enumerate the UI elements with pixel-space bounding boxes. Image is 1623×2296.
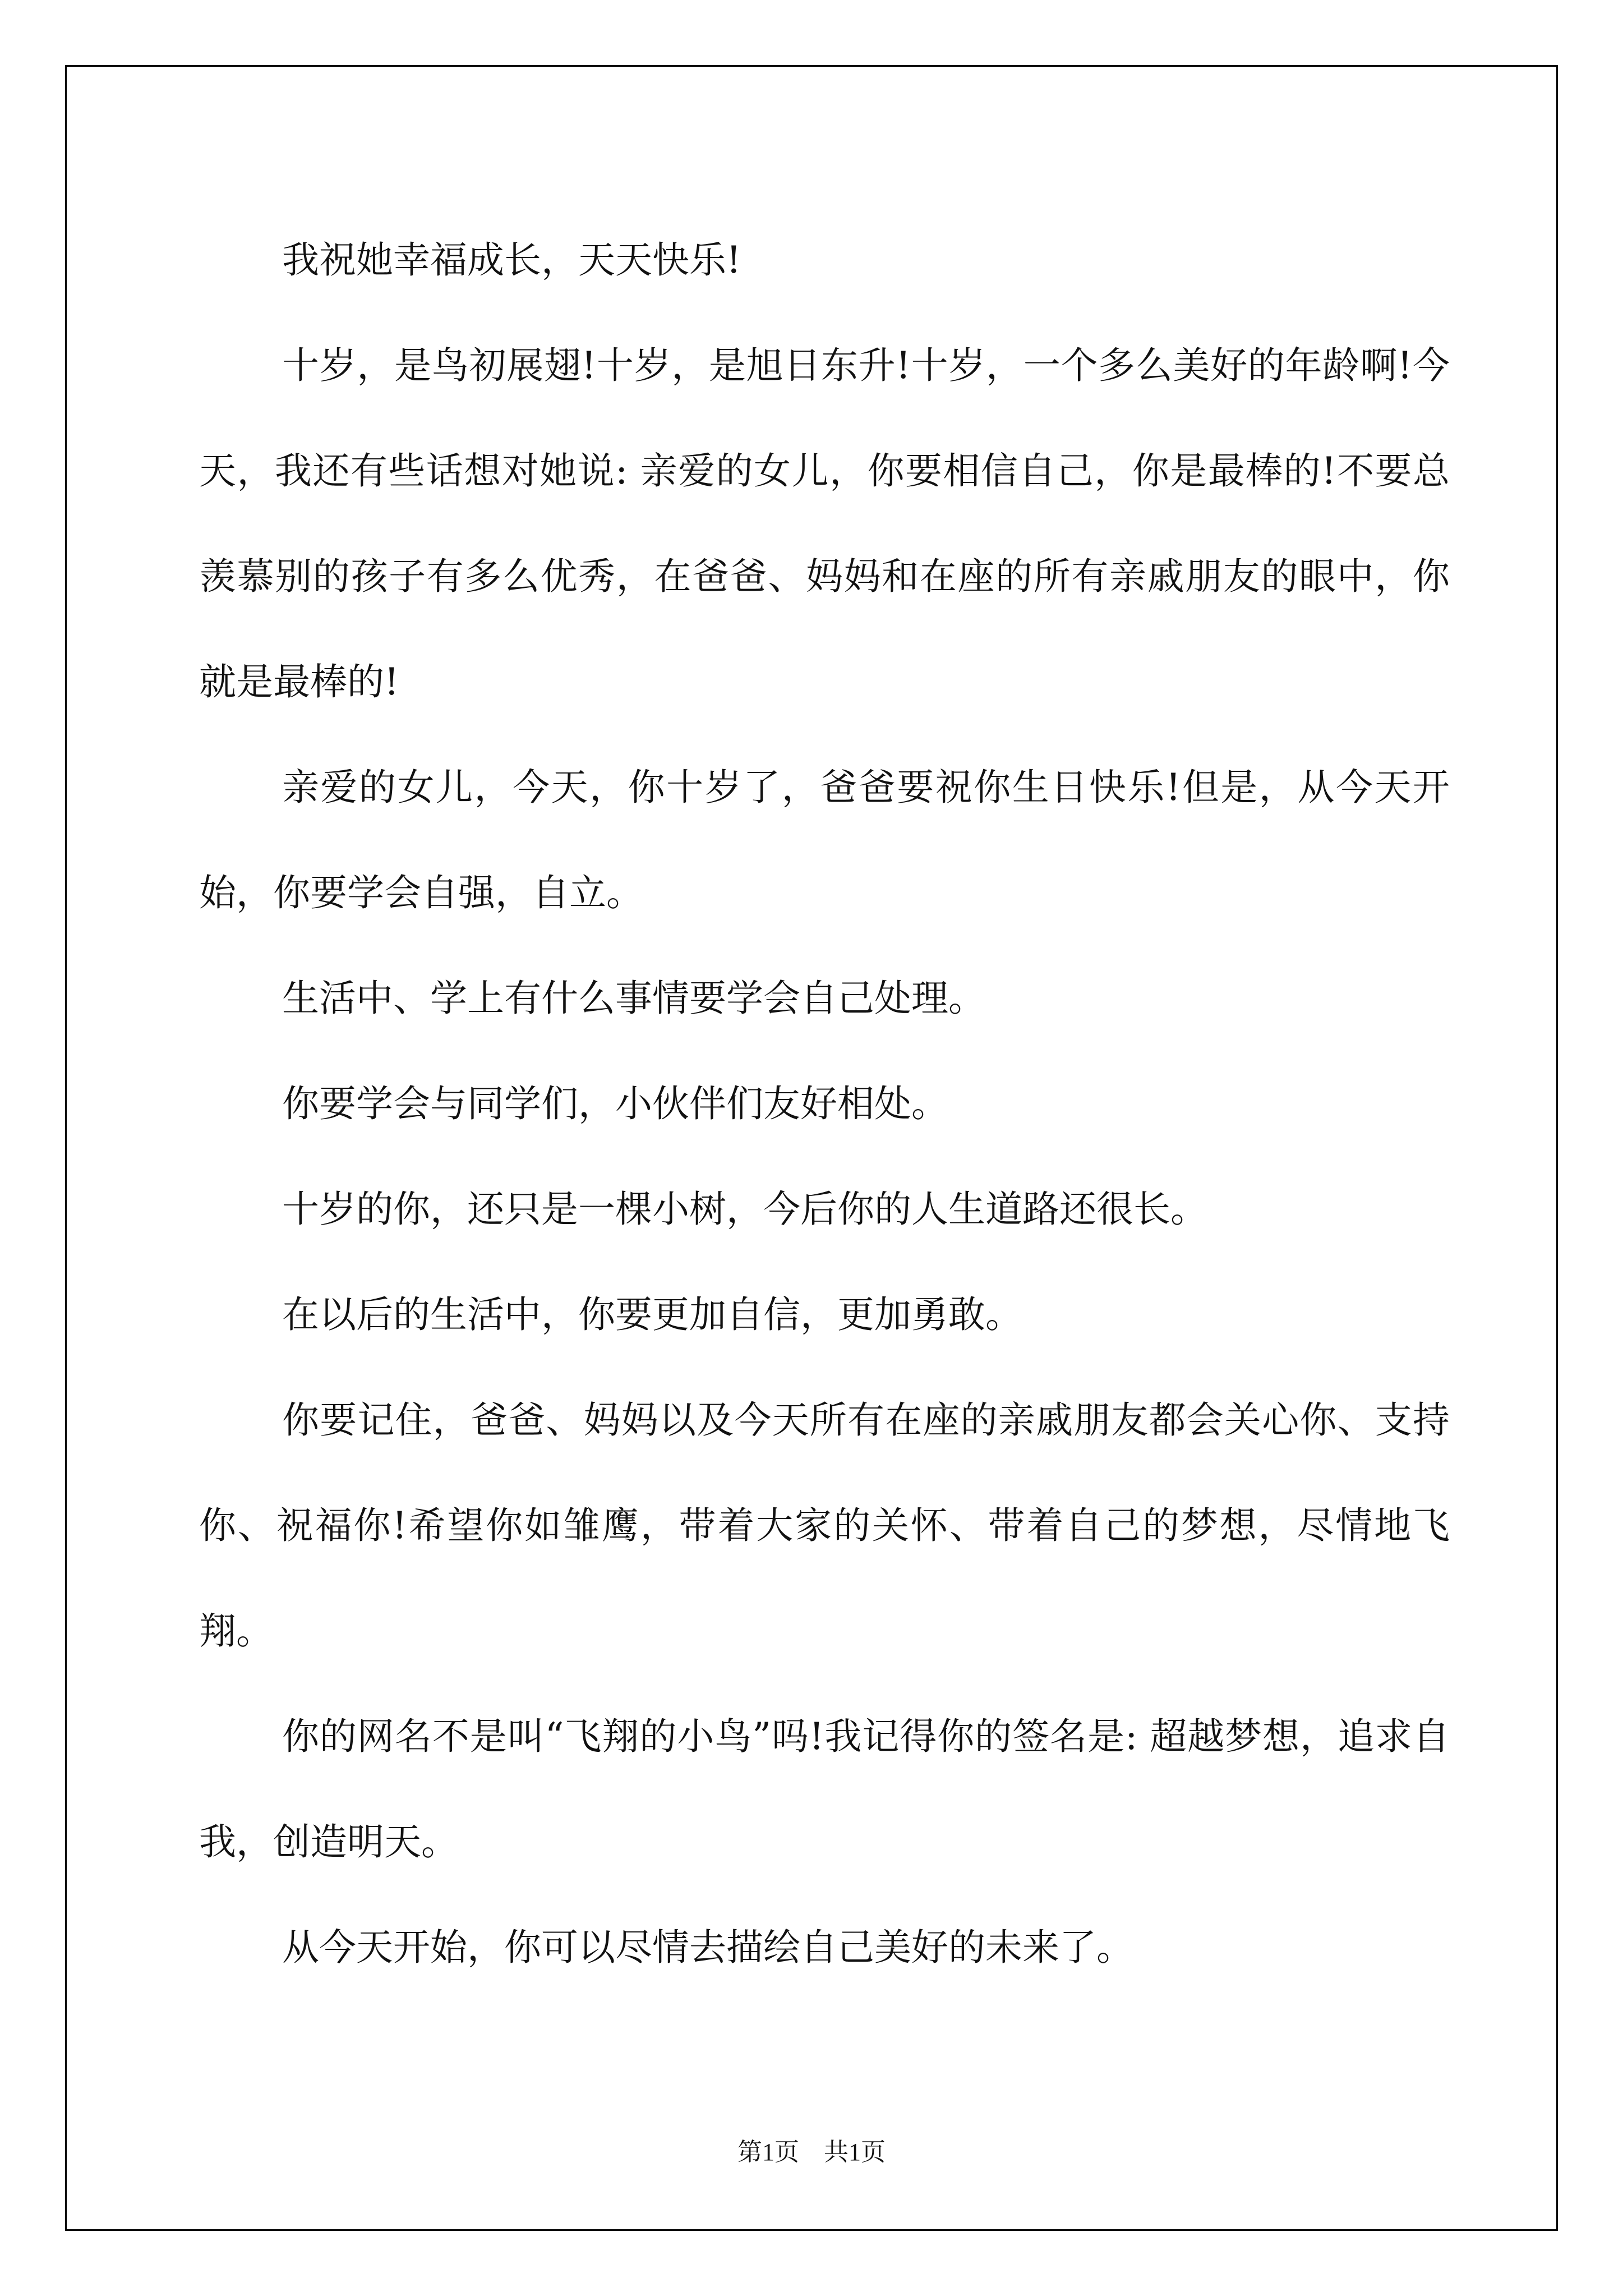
document-body [199,208,1450,2000]
paragraph: 你要学会与同学们，小伙伴们友好相处。 [282,1082,948,1125]
paragraph: 十岁，是鸟初展翅!十岁，是旭日东升!十岁，一个多么美好的年龄啊!今天，我还有些话想对她说: 亲爱的女儿，你要相信自己，你是最棒的!不要总羡慕别的孩子有多么优秀，在爸爸、妈妈和在座的所有亲戚朋友的眼中，你就是最棒的! [199,344,1450,703]
paragraph: 生活中、学上有什么事情要学会自己处理。 [282,977,985,1020]
paragraph: 从今天开始，你可以尽情去描绘自己美好的未来了。 [282,1926,1133,1969]
paragraph: 十岁的你，还只是一棵小树，今后你的人生道路还很长。 [282,1188,1207,1231]
paragraph: 在以后的生活中，你要更加自信，更加勇敢。 [282,1293,1022,1336]
paragraph: 亲爱的女儿，今天，你十岁了，爸爸要祝你生日快乐!但是，从今天开始，你要学会自强，自立。 [199,766,1450,914]
paragraph: 我祝她幸福成长，天天快乐! [282,238,741,282]
paragraph: 你要记住，爸爸、妈妈以及今天所有在座的亲戚朋友都会关心你、支持你、祝福你!希望你如雏鹰，带着大家的关怀、带着自己的梦想，尽情地飞翔。 [199,1398,1450,1653]
paragraph: 你的网名不是叫“飞翔的小鸟”吗!我记得你的签名是: 超越梦想，追求自我，创造明天。 [199,1715,1450,1864]
page-number-footer: 第1页 共1页 [737,2138,886,2166]
